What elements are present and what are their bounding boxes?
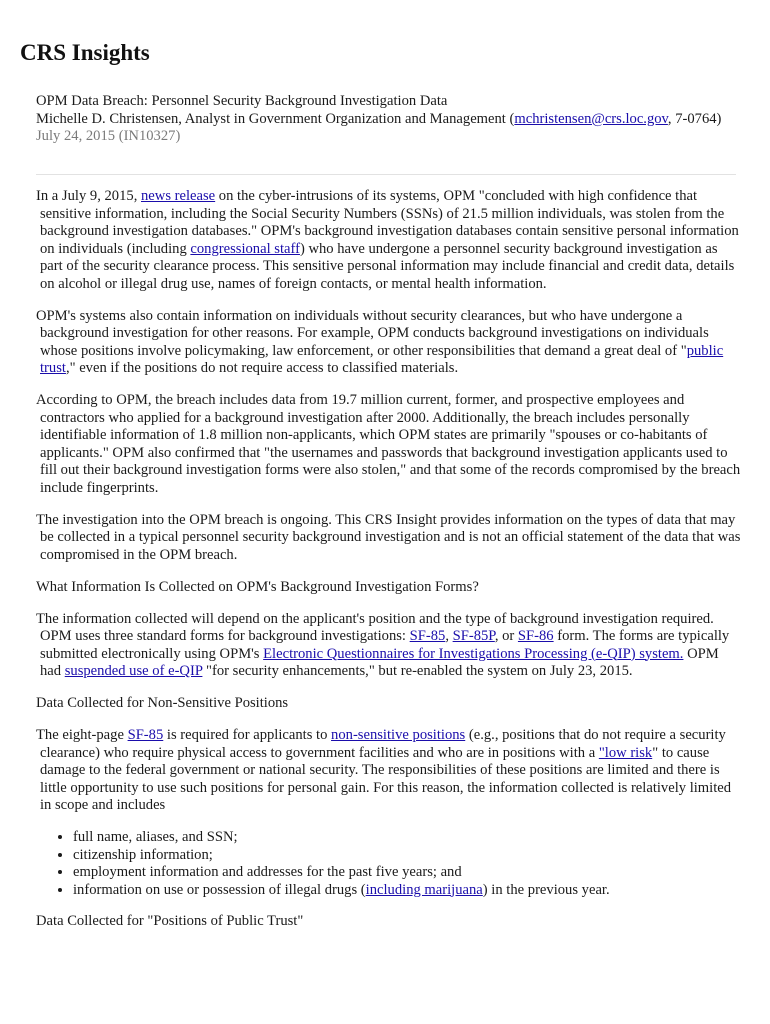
article-body bbox=[36, 188, 742, 945]
section-heading-non-sensitive: Data Collected for Non-Sensitive Positions bbox=[36, 695, 289, 711]
brand-title: CRS Insights bbox=[20, 40, 150, 65]
header-divider bbox=[36, 174, 736, 175]
text-span: The information collected will depend on the applicant's position and the type of background investigation required. OPM uses three standard forms for background investigations: bbox=[36, 610, 714, 644]
text-span: ) who have undergone a personnel security background investigation as part of the security clearance process. This sensitive personal information may include financial and credit data, details on alcohol or illegal drug use, names of foreign contacts, or mental health information. bbox=[40, 240, 735, 292]
section-heading-public-trust: Data Collected for "Positions of Public Trust" bbox=[36, 913, 304, 929]
list-item: • full name, aliases, and SSN; bbox=[73, 829, 742, 847]
text-span: on the cyber-intrusions of its systems, OPM "concluded with high confidence that sensitive information, including the Social Security Numbers (SSNs) of 21.5 million individuals, was stolen from the background investigation databases." OPM's background investigation databases contain sensitive personal information on individuals (including bbox=[40, 188, 739, 257]
sf-85p-link[interactable]: SF-85P bbox=[452, 628, 495, 644]
author-phone: , 7-0764) bbox=[667, 110, 722, 127]
public-trust-link[interactable]: public trust bbox=[40, 342, 724, 376]
text-span: is required for applicants to bbox=[163, 727, 332, 743]
publication-date: July 24, 2015 (IN10327) bbox=[36, 128, 181, 144]
congressional-staff-link[interactable]: congressional staff bbox=[190, 240, 300, 257]
e-qip-link[interactable]: Electronic Questionnaires for Investigations Processing (e-QIP) system. bbox=[263, 645, 684, 662]
author-line bbox=[36, 111, 748, 129]
author-name: Michelle D. Christensen, Analyst in Government Organization and Management ( bbox=[36, 110, 515, 127]
text-span: "for security enhancements," but re-enabled the system on July 23, 2015. bbox=[202, 663, 633, 679]
paragraph-5 bbox=[36, 611, 742, 681]
text-span: OPM's systems also contain information on individuals without security clearances, but who have undergone a background investigation for other reasons. For example, OPM conducts background investigations on individuals whose positions involve policymaking, law enforcement, or other responsibilities that demand a great deal of " bbox=[36, 307, 709, 359]
text-span: The eight-page bbox=[36, 727, 128, 743]
text-span: " to cause damage to the federal government or national security. The responsibilities of these positions are limited and there is little opportunity to use such positions for personal gain. For this reason, the information collected is relatively limited in scope and includes bbox=[40, 744, 732, 813]
sf-86-link[interactable]: SF-86 bbox=[517, 628, 554, 644]
including-marijuana-link[interactable]: including marijuana bbox=[365, 881, 483, 898]
text-span: , or bbox=[494, 628, 518, 644]
text-span: OPM had bbox=[40, 645, 719, 679]
text-span: ," even if the positions do not require access to classified materials. bbox=[65, 360, 459, 376]
text-span: ) in the previous year. bbox=[482, 881, 610, 898]
article-header bbox=[36, 93, 748, 146]
sf-85-link[interactable]: SF-85 bbox=[409, 628, 446, 644]
text-span: information on use or possession of illegal drugs ( bbox=[73, 881, 366, 898]
news-release-link[interactable]: news release bbox=[141, 188, 216, 204]
low-risk-link[interactable]: "low risk bbox=[598, 744, 653, 761]
list-item: • employment information and addresses for the past five years; and bbox=[73, 864, 742, 882]
suspended-e-qip-link[interactable]: suspended use of e-QIP bbox=[64, 663, 203, 679]
paragraph-1 bbox=[36, 188, 742, 293]
text-span: , bbox=[445, 628, 453, 644]
collected-data-list bbox=[36, 829, 742, 899]
paragraph-2 bbox=[36, 308, 742, 378]
list-item bbox=[73, 882, 742, 900]
text-span: form. The forms are typically submitted electronically using OPM's bbox=[40, 628, 730, 662]
section-heading-forms: What Information Is Collected on OPM's Background Investigation Forms? bbox=[36, 578, 479, 595]
non-sensitive-positions-link[interactable]: non-sensitive positions bbox=[331, 727, 466, 743]
list-item: • citizenship information; bbox=[73, 847, 742, 865]
sf-85-link-2[interactable]: SF-85 bbox=[127, 727, 164, 743]
article-title: OPM Data Breach: Personnel Security Background Investigation Data bbox=[36, 93, 448, 109]
paragraph-3: According to OPM, the breach includes data from 19.7 million current, former, and prospective employees and contractors who applied for a background investigation after 2000. Additionally, the breach includes personally identifiable information of 1.8 million non-applicants, which OPM states are primarily "spouses or co-habitants of applicants." OPM also confirmed that "the usernames and passwords that background investigation applicants used to fill out their background investigation forms were also stolen," and that some of the records compromised by the breach include fingerprints. bbox=[36, 392, 741, 496]
paragraph-6 bbox=[36, 727, 742, 815]
paragraph-4: The investigation into the OPM breach is ongoing. This CRS Insight provides information on the types of data that may be collected in a typical personnel security background investigation and is not an official statement of the data that was compromised in the OPM breach. bbox=[36, 511, 741, 563]
author-email-link[interactable]: mchristensen@crs.loc.gov bbox=[514, 110, 668, 127]
text-span: In a July 9, 2015, bbox=[36, 188, 141, 204]
text-span: (e.g., positions that do not require a security clearance) who require physical access to government facilities and who are in positions with a bbox=[40, 727, 726, 761]
